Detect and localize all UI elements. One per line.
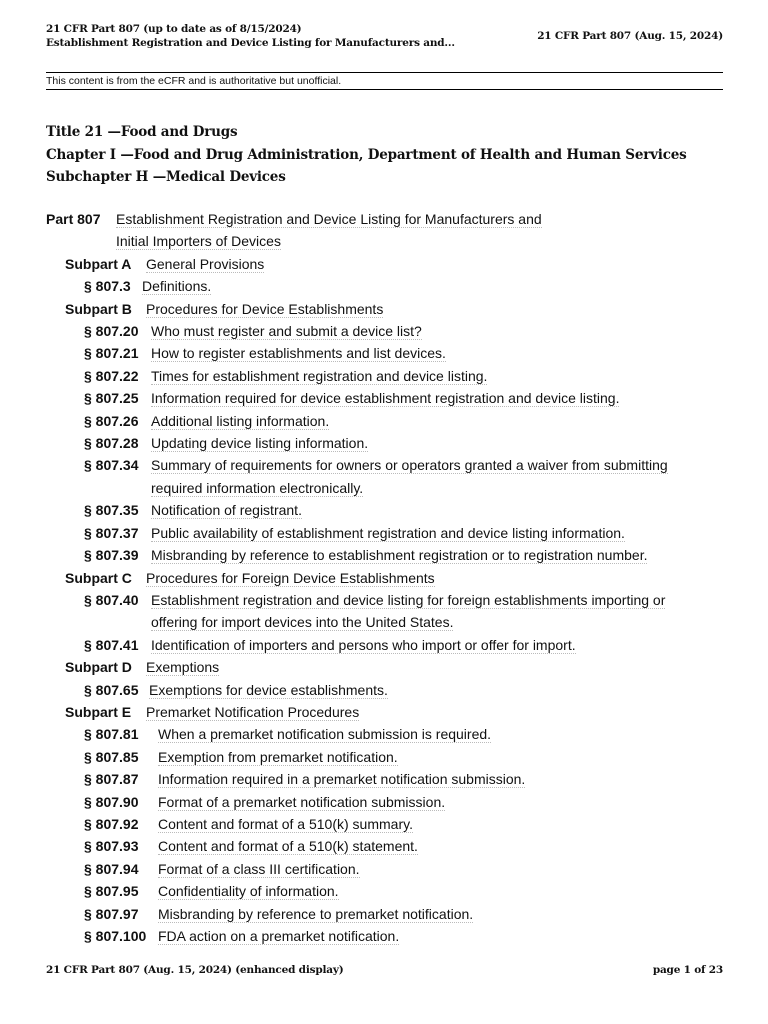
part-title[interactable] [116,208,586,253]
section-label: § 807.65 [84,681,139,698]
section-title[interactable]: Information required for device establishment registration and device listing. [151,390,620,407]
toc-section-807-3[interactable] [46,275,736,297]
header-right: 21 CFR Part 807 (Aug. 15, 2024) [537,30,723,42]
toc-section-807-93[interactable] [46,835,736,857]
section-label: § 807.22 [84,367,139,384]
subpart-title[interactable]: General Provisions [146,255,265,272]
section-title[interactable]: Definitions. [142,278,212,295]
section-label: § 807.39 [84,547,139,564]
section-title[interactable]: Content and format of a 510(k) summary. [158,815,413,832]
section-title[interactable]: Format of a premarket notification submission. [158,793,446,810]
section-label: § 807.100 [84,928,147,944]
section-label: § 807.3 [84,278,131,295]
subpart-label: Subpart B [65,300,132,317]
page-header [46,22,723,52]
toc-section-807-35[interactable] [46,499,736,521]
section-label: § 807.28 [84,435,139,452]
subpart-label: Subpart E [65,703,132,720]
section-label: § 807.90 [84,793,139,810]
header-left [46,22,455,50]
subpart-label: Subpart A [65,255,132,272]
toc-section-807-90[interactable] [46,791,736,813]
toc-section-807-28[interactable] [46,432,736,454]
toc-section-807-41[interactable] [46,634,736,656]
section-title[interactable]: Confidentiality of information. [158,883,339,900]
section-label: § 807.95 [84,883,139,900]
section-title-line-2[interactable]: offering for import devices into the United States. [151,614,454,631]
hierarchy-titles [46,121,687,189]
toc-subpart-d[interactable] [46,656,736,678]
subpart-title[interactable]: Procedures for Foreign Device Establishments [146,569,435,586]
section-label: § 807.34 [84,457,139,474]
section-label: § 807.35 [84,502,139,519]
toc-section-807-20[interactable] [46,320,736,342]
toc-section-807-92[interactable] [46,813,736,835]
section-title[interactable]: Format of a class III certification. [158,860,360,877]
toc-section-807-22[interactable] [46,365,736,387]
section-label: § 807.37 [84,524,139,541]
section-title[interactable]: When a premarket notification submission is required. [158,726,492,743]
toc-section-807-40[interactable] [46,589,736,634]
section-label: § 807.94 [84,860,139,877]
toc-section-807-100[interactable] [46,925,736,947]
header-line-2: Establishment Registration and Device Listing for Manufacturers and... [46,37,455,49]
section-label: § 807.20 [84,323,139,340]
part-title-line-1[interactable]: Establishment Registration and Device Listing for Manufacturers and [116,211,542,227]
toc-section-807-37[interactable] [46,522,736,544]
toc-subpart-c[interactable] [46,567,736,589]
toc-section-807-65[interactable] [46,679,736,701]
title-heading: Title 21 —Food and Drugs [46,124,238,140]
section-label: § 807.81 [84,726,139,743]
section-title[interactable]: Updating device listing information. [151,435,369,452]
section-label: § 807.97 [84,905,139,922]
section-label: § 807.92 [84,815,139,832]
footer-left: 21 CFR Part 807 (Aug. 15, 2024) (enhanced display) [46,964,344,976]
part-title-line-2[interactable]: Initial Importers of Devices [116,233,281,250]
part-label: Part 807 [46,211,101,227]
toc-subpart-e[interactable] [46,701,736,723]
section-title[interactable]: Content and format of a 510(k) statement. [158,838,418,855]
toc-section-807-21[interactable] [46,342,736,364]
section-title[interactable]: Notification of registrant. [151,502,302,519]
section-title-line-1[interactable]: Summary of requirements for owners or operators granted a waiver from submitting [151,457,668,474]
section-title[interactable]: Misbranding by reference to establishment registration or to registration number. [151,547,648,564]
section-title-line-2[interactable]: required information electronically. [151,479,364,496]
section-label: § 807.26 [84,412,139,429]
authority-notice: This content is from the eCFR and is authoritative but unofficial. [46,72,723,90]
section-title[interactable]: Exemptions for device establishments. [149,681,388,698]
toc-section-807-26[interactable] [46,410,736,432]
section-label: § 807.41 [84,636,139,653]
toc-section-807-87[interactable] [46,768,736,790]
toc-subpart-a[interactable] [46,253,736,275]
subpart-title[interactable]: Procedures for Device Establishments [146,300,384,317]
subpart-label: Subpart D [65,659,132,676]
subpart-label: Subpart C [65,569,132,586]
section-label: § 807.87 [84,771,139,788]
section-label: § 807.85 [84,748,139,765]
section-title-line-1[interactable]: Establishment registration and device listing for foreign establishments importing or [151,591,666,608]
section-title[interactable]: Public availability of establishment registration and device listing information. [151,524,625,541]
table-of-contents [46,208,736,947]
section-title[interactable]: Misbranding by reference to premarket notification. [158,905,474,922]
section-label: § 807.25 [84,390,139,407]
toc-section-807-94[interactable] [46,858,736,880]
section-label: § 807.21 [84,345,139,362]
toc-section-807-34[interactable] [46,454,736,499]
section-label: § 807.93 [84,838,139,855]
header-line-1: 21 CFR Part 807 (up to date as of 8/15/2024) [46,23,302,35]
chapter-heading: Chapter I —Food and Drug Administration, Department of Health and Human Services [46,146,687,163]
page-number: page 1 of 23 [652,964,723,976]
toc-section-807-39[interactable] [46,544,736,566]
subpart-title[interactable]: Exemptions [146,659,220,676]
toc-section-807-95[interactable] [46,880,736,902]
section-title[interactable]: Who must register and submit a device list? [151,323,422,340]
toc-section-807-25[interactable] [46,387,736,409]
toc-subpart-b[interactable] [46,298,736,320]
subpart-title[interactable]: Premarket Notification Procedures [146,703,360,720]
section-title[interactable]: Identification of importers and persons who import or offer for import. [151,636,576,653]
section-title[interactable]: FDA action on a premarket notification. [158,928,400,944]
section-label: § 807.40 [84,591,139,608]
toc-section-807-85[interactable] [46,746,736,768]
toc-section-807-81[interactable] [46,723,736,745]
section-title[interactable]: Exemption from premarket notification. [158,748,398,765]
subchapter-heading: Subchapter H —Medical Devices [46,169,286,185]
section-title[interactable]: Times for establishment registration and device listing. [151,367,488,384]
toc-section-807-97[interactable] [46,903,736,925]
section-title[interactable]: Information required in a premarket notification submission. [158,771,526,788]
section-title[interactable]: How to register establishments and list devices. [151,345,446,362]
toc-part[interactable] [46,208,736,253]
section-title[interactable]: Additional listing information. [151,412,330,429]
